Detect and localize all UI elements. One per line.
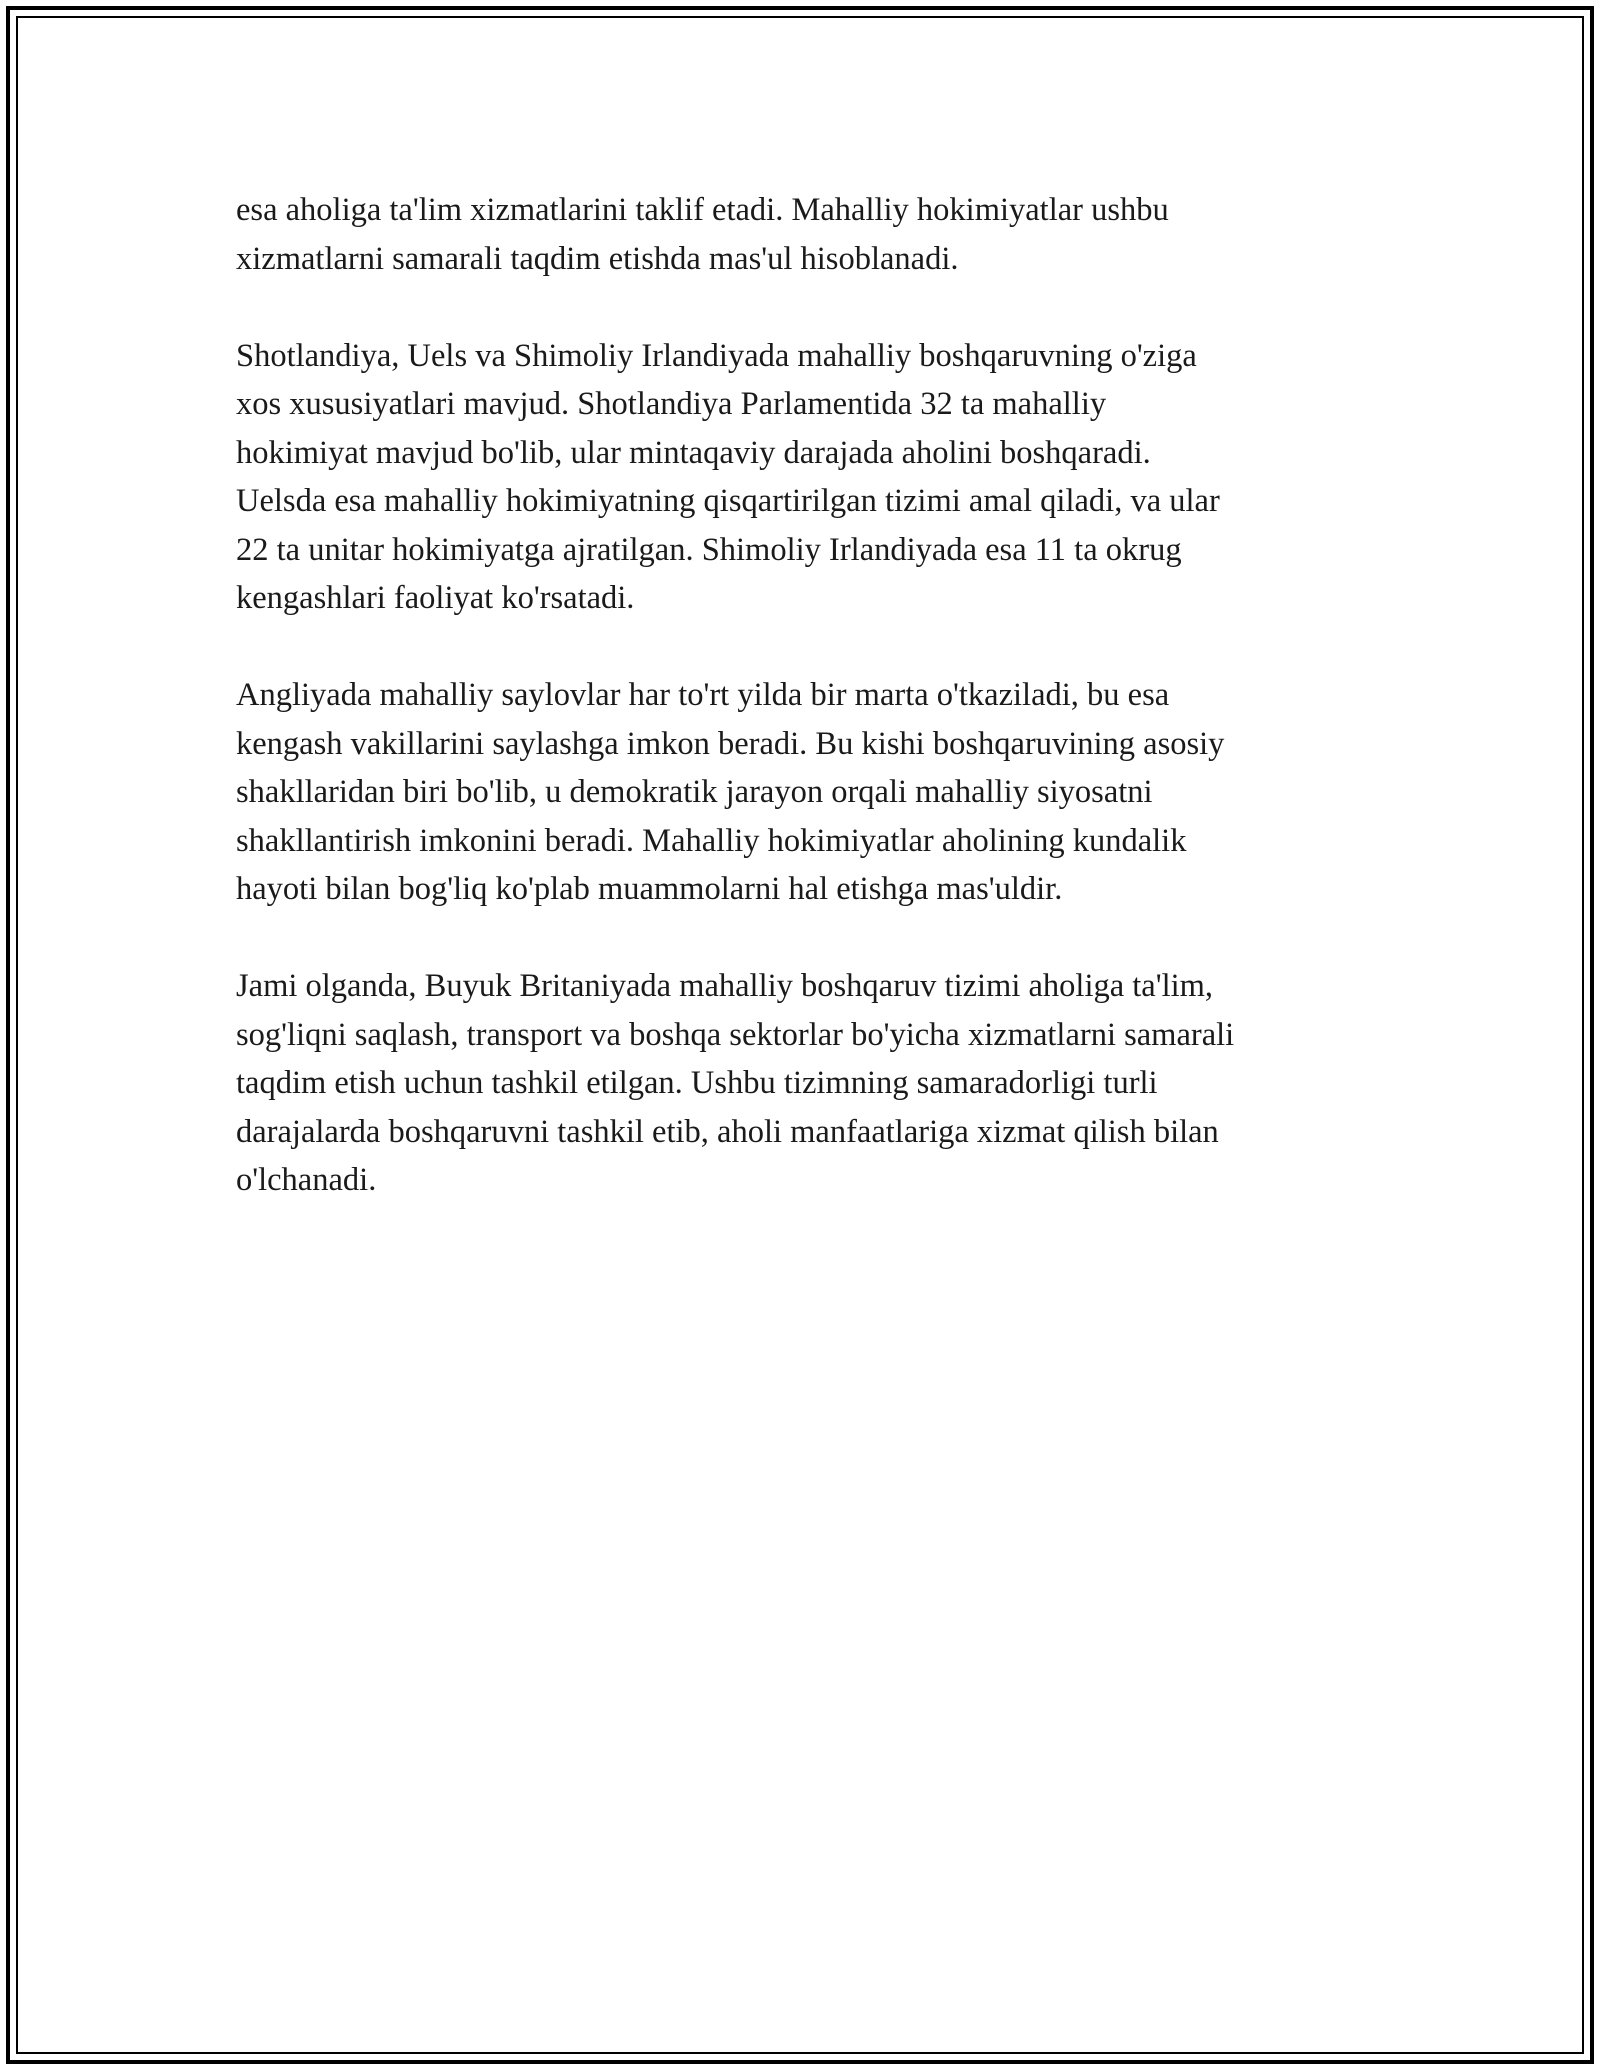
text-line: sog'liqni saqlash, transport va boshqa sektorlar bo'yicha xizmatlarni samarali — [236, 1016, 1235, 1053]
text-line: kengashlari faoliyat ko'rsatadi. — [236, 580, 635, 616]
text-line: xos xususiyatlari mavjud. Shotlandiya Parlamentida 32 ta mahalliy — [236, 386, 1107, 422]
text-line: shakllantirish imkonini beradi. Mahalliy hokimiyatlar aholining kundalik — [236, 822, 1187, 859]
paragraph-2 — [236, 332, 1386, 623]
paragraph-4 — [236, 962, 1386, 1205]
text-line: hayoti bilan bog'liq ko'plab muammolarni hal etishga mas'uldir. — [236, 871, 1063, 907]
text-line: Shotlandiya, Uels va Shimoliy Irlandiyada mahalliy boshqaruvning o'ziga — [236, 337, 1197, 374]
document-body — [236, 186, 1386, 1253]
text-line: xizmatlarni samarali taqdim etishda mas'ul hisoblanadi. — [236, 240, 959, 277]
text-line: hokimiyat mavjud bo'lib, ular mintaqaviy darajada aholini boshqaradi. — [236, 434, 1151, 471]
paragraph-1 — [236, 186, 1386, 283]
text-line: Uelsda esa mahalliy hokimiyatning qisqartirilgan tizimi amal qiladi, va ular — [236, 483, 1220, 519]
text-line: taqdim etish uchun tashkil etilgan. Ushbu tizimning samaradorligi turli — [236, 1065, 1158, 1101]
paragraph-3 — [236, 671, 1386, 914]
text-line: darajalarda boshqaruvni tashkil etib, aholi manfaatlariga xizmat qilish bilan — [236, 1113, 1219, 1150]
text-line: 22 ta unitar hokimiyatga ajratilgan. Shimoliy Irlandiyada esa 11 ta okrug — [236, 531, 1182, 568]
text-line: esa aholiga ta'lim xizmatlarini taklif etadi. Mahalliy hokimiyatlar ushbu — [236, 192, 1169, 228]
text-line: shakllaridan biri bo'lib, u demokratik jarayon orqali mahalliy siyosatni — [236, 774, 1153, 810]
text-line: Angliyada mahalliy saylovlar har to'rt yilda bir marta o'tkaziladi, bu esa — [236, 677, 1170, 713]
text-line: Jami olganda, Buyuk Britaniyada mahalliy boshqaruv tizimi aholiga ta'lim, — [236, 968, 1214, 1004]
text-line: o'lchanadi. — [236, 1162, 377, 1198]
text-line: kengash vakillarini saylashga imkon beradi. Bu kishi boshqaruvining asosiy — [236, 725, 1225, 762]
